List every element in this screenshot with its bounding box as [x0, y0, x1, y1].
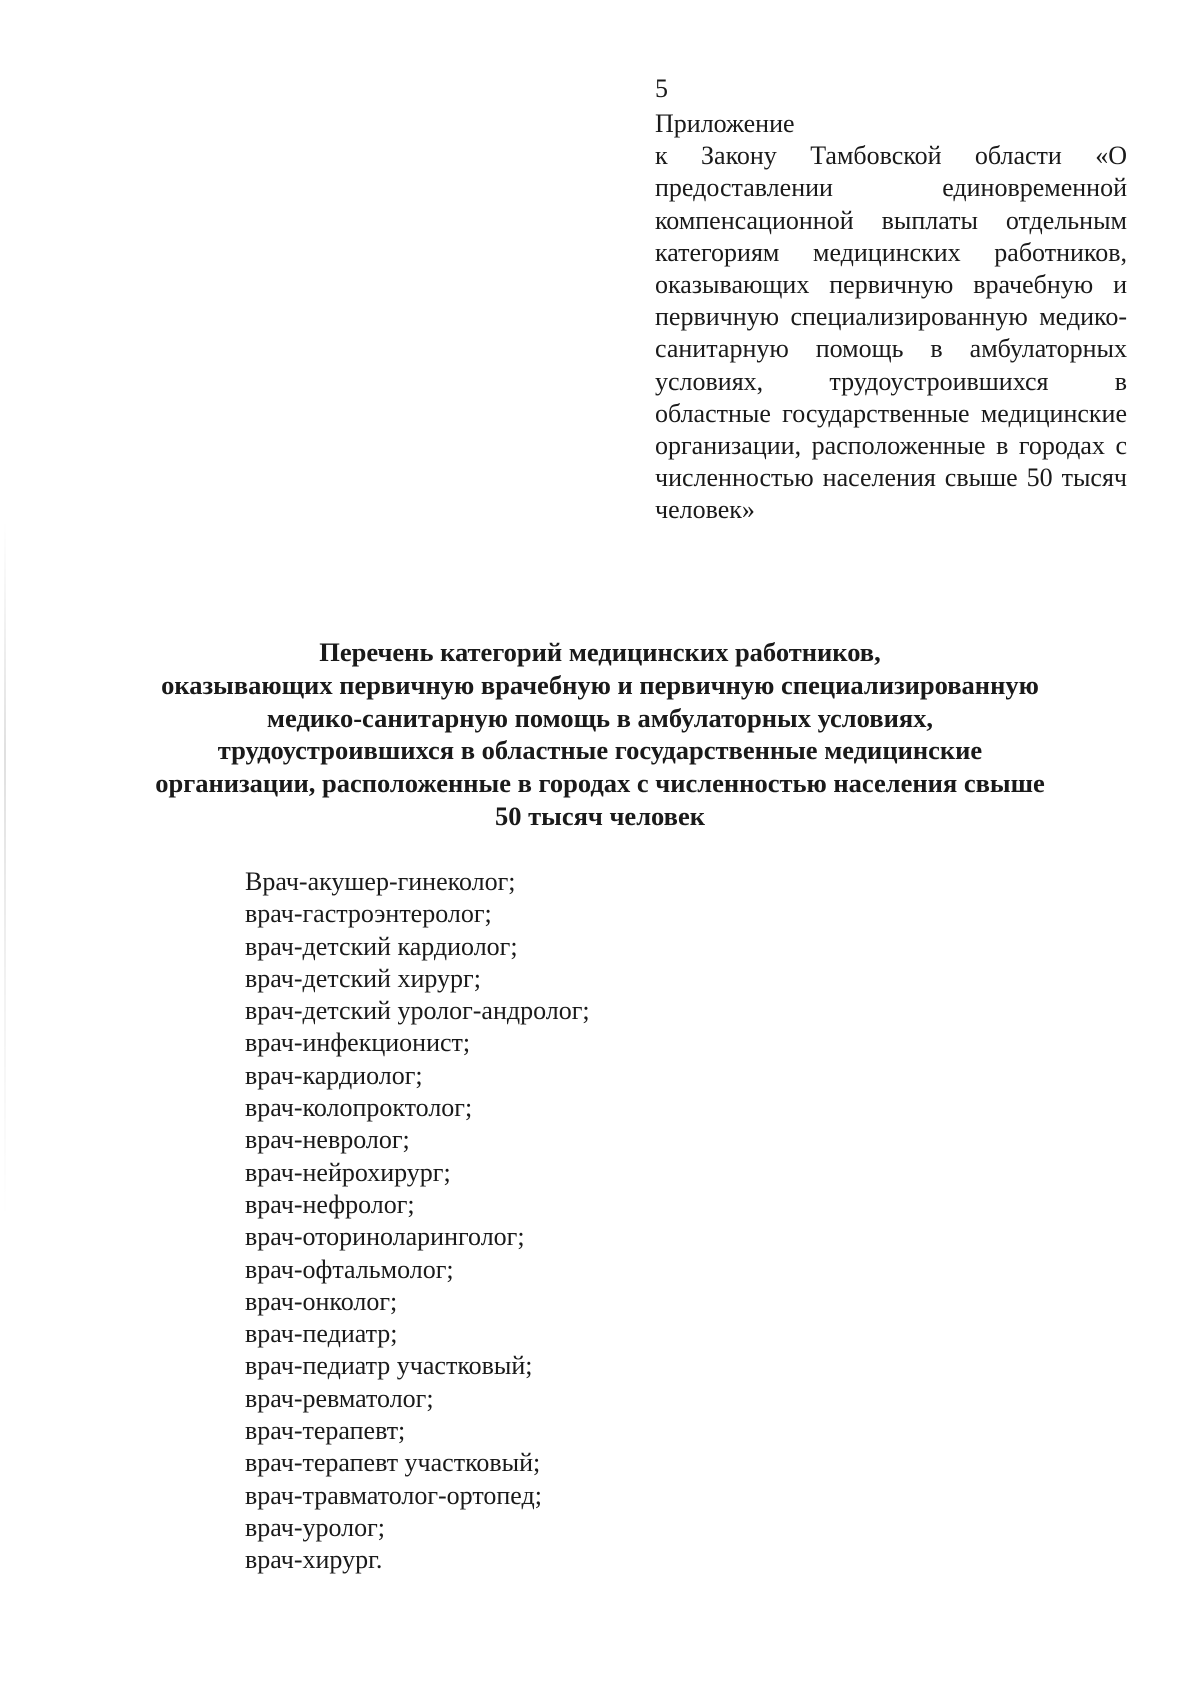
list-item: врач-хирург. — [245, 1545, 383, 1575]
list-item: врач-педиатр; — [245, 1319, 398, 1349]
title-line: оказывающих первичную врачебную и первичную специализированную — [161, 669, 1039, 700]
page-number: 5 — [655, 74, 668, 103]
document-title — [150, 636, 1050, 833]
list-item: врач-педиатр участковый; — [245, 1351, 533, 1381]
list-item: врач-детский хирург; — [245, 963, 481, 993]
title-line: трудоустроившихся в областные государственные медицинские — [217, 735, 983, 766]
list-item: Врач-акушер-гинеколог; — [245, 867, 516, 896]
title-line: медико-санитарную помощь в амбулаторных условиях, — [266, 702, 934, 733]
list-item: врач-нейрохирург; — [245, 1157, 451, 1187]
list-item: врач-травматолог-ортопед; — [245, 1480, 542, 1510]
list-item: врач-оториноларинголог; — [245, 1222, 525, 1252]
specialist-list — [245, 866, 590, 1577]
list-item: врач-детский кардиолог; — [245, 931, 518, 961]
list-item: врач-онколог; — [245, 1286, 398, 1316]
list-item: врач-терапевт участковый; — [245, 1448, 541, 1478]
appendix-label: Приложение — [655, 109, 795, 138]
scan-edge-shadow — [4, 520, 6, 1220]
list-item: врач-ревматолог; — [245, 1383, 434, 1413]
list-item: врач-невролог; — [245, 1125, 410, 1155]
list-item: врач-терапевт; — [245, 1416, 406, 1446]
title-line: Перечень категорий медицинских работников, — [319, 637, 881, 667]
list-item: врач-уролог; — [245, 1512, 386, 1542]
appendix-block — [655, 108, 1127, 527]
list-item: врач-инфекционист; — [245, 1028, 471, 1058]
list-item: врач-нефролог; — [245, 1189, 415, 1219]
list-item: врач-колопроктолог; — [245, 1093, 473, 1123]
appendix-text: к Закону Тамбовской области «О предоставлении единовременной компенсационной выплаты отдельным категориям медицинских работников, оказывающих первичную врачебную и первичную специализированную медико-санитарную помощь в амбулаторных условиях, трудоустроившихся в областные государственные медицинские организации, расположенные в городах с численностью населения свыше 50 тысяч человек» — [655, 141, 1127, 525]
list-item: врач-офтальмолог; — [245, 1254, 454, 1284]
title-line: 50 тысяч человек — [494, 800, 705, 831]
list-item: врач-гастроэнтеролог; — [245, 899, 492, 929]
list-item: врач-кардиолог; — [245, 1060, 423, 1090]
list-item: врач-детский уролог-андролог; — [245, 996, 590, 1026]
title-line: организации, расположенные в городах с численностью населения свыше — [155, 768, 1045, 799]
